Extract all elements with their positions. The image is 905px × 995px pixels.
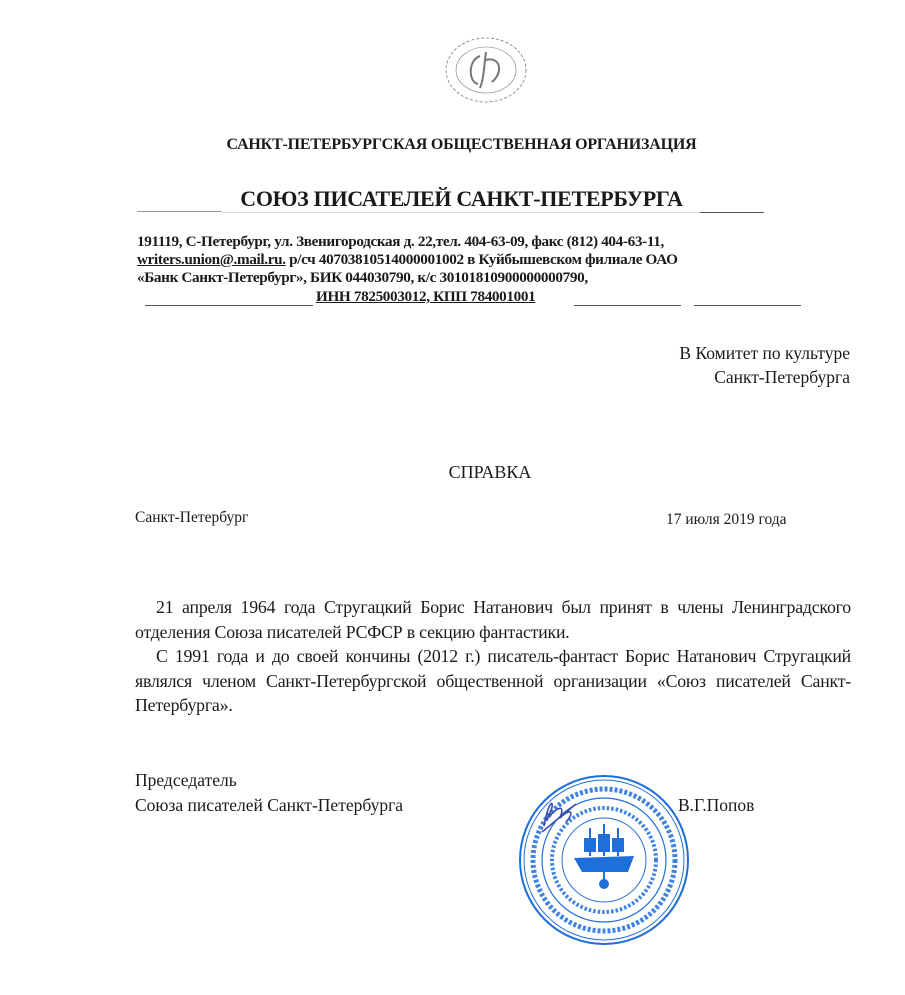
document-title: СПРАВКА [448,462,532,482]
address-line: 191119, С-Петербург, ул. Звенигородская д. 22,тел. 404-63-09, факс (812) 404-63-11, [137,233,664,250]
email-link[interactable]: writers.union@.mail.ru. [137,251,286,268]
position-line: Председатель [135,770,237,790]
organization-name: СОЮЗ ПИСАТЕЛЕЙ САНКТ-ПЕТЕРБУРГА [240,186,683,211]
address-rule [574,305,681,306]
header-rule [700,212,764,213]
inn-kpp-line: ИНН 7825003012, КПП 784001001 [316,288,536,305]
document-date: 17 июля 2019 года [666,511,787,528]
document-body [135,595,851,718]
bank-details-line [137,251,807,269]
position-line: Союза писателей Санкт-Петербурга [135,795,404,815]
organization-type: САНКТ-ПЕТЕРБУРГСКАЯ ОБЩЕСТВЕННАЯ ОРГАНИЗАЦИЯ [226,136,697,153]
address-rule [694,305,801,306]
account-text: р/сч 40703810514000001002 в Куйбышевском филиале ОАО [285,251,678,268]
body-paragraph: 21 апреля 1964 года Стругацкий Борис Натанович был принят в члены Ленинградского отделения Союза писателей РСФСР в секцию фантастики. [135,597,851,642]
signatory-position [135,768,475,818]
official-stamp-icon [516,772,692,948]
body-paragraph: С 1991 года и до своей кончины (2012 г.) писатель-фантаст Борис Натанович Стругацкий являлся членом Санкт-Петербургской общественной организации «Союз писателей Санкт-Петербурга». [135,646,851,715]
bank-line: «Банк Санкт-Петербург», БИК 044030790, к/с 30101810900000000790, [137,269,588,286]
document-city: Санкт-Петербург [135,509,249,526]
union-logo-icon [440,32,532,104]
header-rule [222,212,764,213]
header-rule [137,211,222,212]
recipient-line: В Комитет по культуре [679,343,850,363]
address-rule [145,305,313,306]
recipient-block [679,341,850,389]
signatory-name: В.Г.Попов [678,795,755,815]
recipient-line: Санкт-Петербурга [714,367,850,387]
